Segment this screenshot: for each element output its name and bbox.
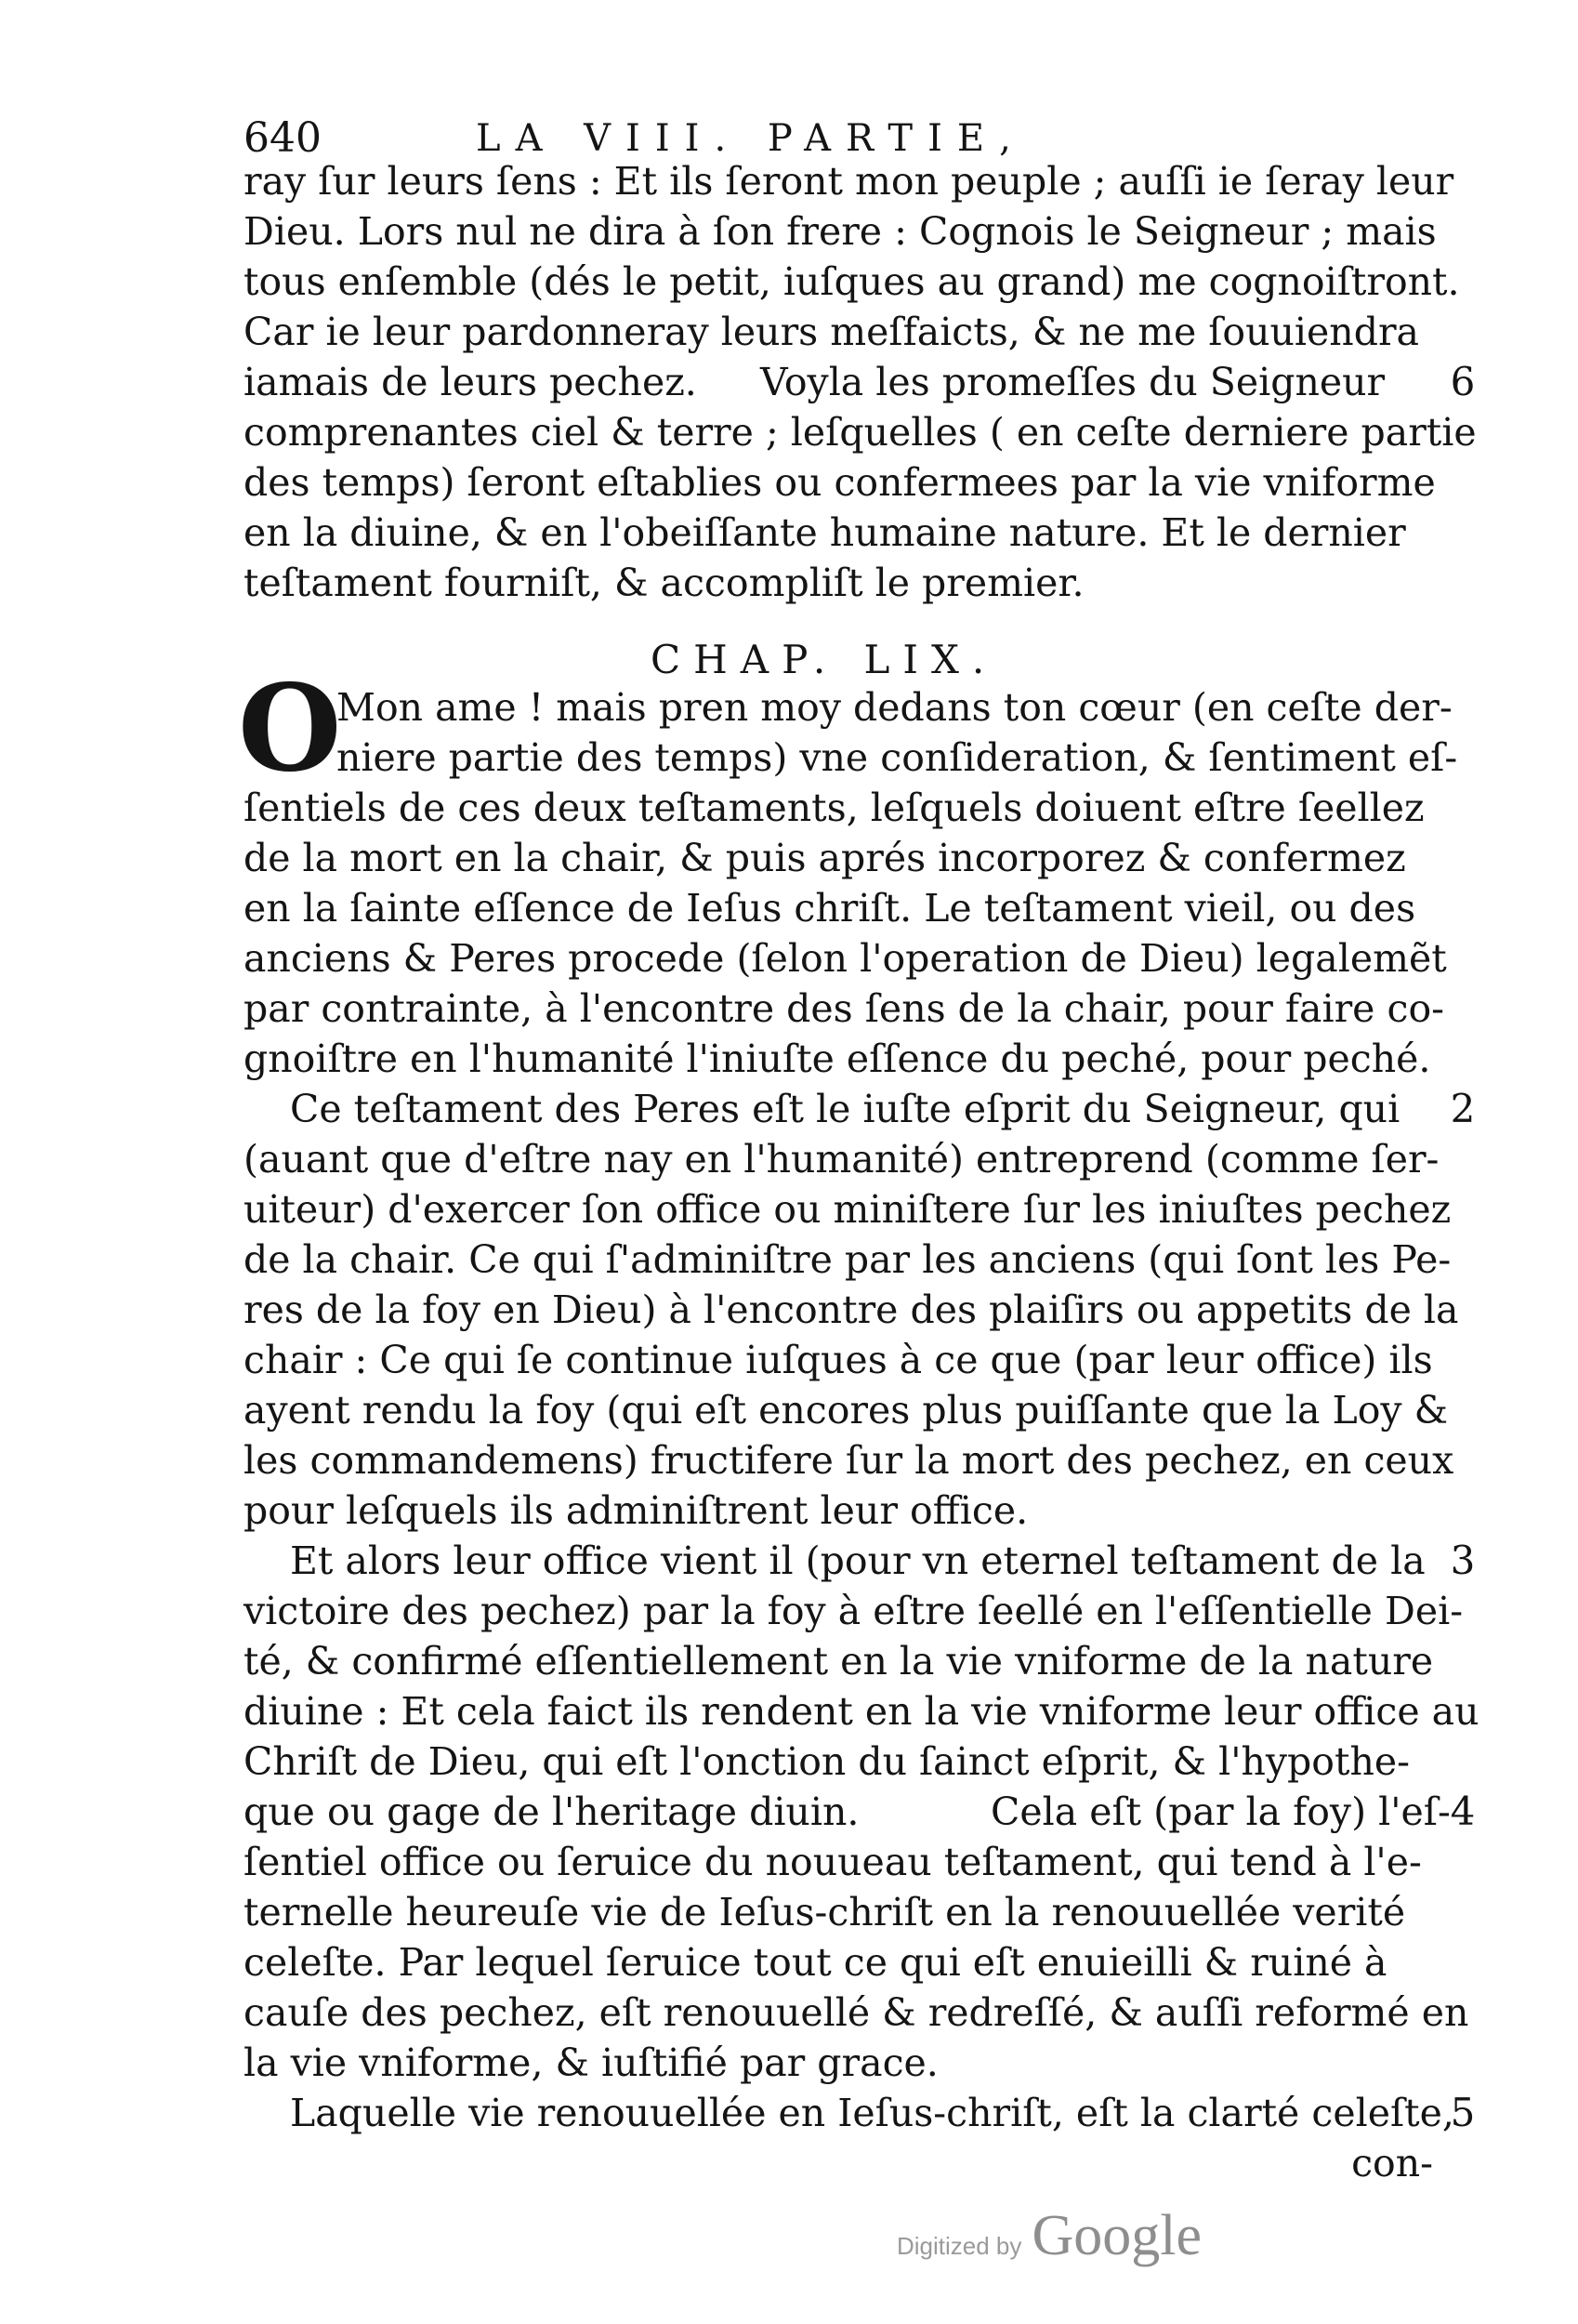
page-number: 640: [243, 114, 322, 162]
text-line: des temps) ſeront eſtablies ou confermees par la vie vniforme: [243, 460, 1436, 505]
text-line: tous enſemble (dés le petit, iuſques au grand) me cognoiſtront.: [243, 259, 1460, 304]
text-line: ayent rendu la foy (qui eſt encores plus puiſſante que la Loy &: [243, 1388, 1449, 1433]
text-line: Mon ame ! mais pren moy dedans ton cœur (en ceſte der-: [336, 685, 1453, 730]
text-line: uiteur) d'exercer ſon office ou miniſtere ſur les iniuſtes pechez: [243, 1187, 1452, 1232]
text-line: res de la foy en Dieu) à l'encontre des plaiſirs ou appetits de la: [243, 1287, 1459, 1332]
text-line: teſtament fourniſt, & accompliſt le premier.: [243, 561, 1085, 605]
text-line: de la mort en la chair, & puis aprés incorporez & confermez: [243, 836, 1406, 880]
text-line: anciens & Peres procede (ſelon l'operation de Dieu) legalemẽt: [243, 936, 1447, 981]
text-line: niere partie des temps) vne conſideration, & ſentiment eſ-: [336, 735, 1458, 780]
text-line: par contrainte, à l'encontre des ſens de la chair, pour faire co-: [243, 986, 1444, 1031]
text-line: cauſe des pechez, eſt renouuellé & redreſſé, & auſſi reformé en: [243, 1990, 1469, 2035]
text-line: Laquelle vie renouuellée en Ieſus-chriſt, eſt la clarté celeſte,: [290, 2091, 1454, 2135]
text-line: Cela eſt (par la foy) l'eſ-: [991, 1789, 1451, 1834]
text-line: ſentiel office ou ſeruice du nouueau teſtament, qui tend à l'e-: [243, 1840, 1422, 1884]
text-line: (auant que d'eſtre nay en l'humanité) entreprend (comme ſer-: [243, 1137, 1440, 1182]
text-line: Ce teſtament des Peres eſt le iuſte eſprit du Seigneur, qui: [290, 1087, 1400, 1131]
margin-number: 5: [1450, 2090, 1476, 2135]
margin-number: 2: [1450, 1086, 1476, 1131]
google-logo: Google: [1032, 2204, 1203, 2267]
text-line: diuine : Et cela faict ils rendent en la vie vniforme leur office au: [243, 1689, 1479, 1734]
margin-number: 3: [1450, 1538, 1476, 1583]
text-line: ray ſur leurs ſens : Et ils ſeront mon peuple ; auſſi ie ſeray leur: [243, 159, 1454, 204]
text-line: celeſte. Par lequel ſeruice tout ce qui eſt enuieilli & ruiné à: [243, 1940, 1387, 1985]
catchword: con-: [1351, 2141, 1433, 2185]
margin-number: 4: [1450, 1789, 1476, 1834]
text-line: chair : Ce qui ſe continue iuſques à ce que (par leur office) ils: [243, 1338, 1433, 1382]
text-line: comprenantes ciel & terre ; leſquelles ( en ceſte derniere partie: [243, 410, 1477, 455]
text-line: té, & confirmé eſſentiellement en la vie vniforme de la nature: [243, 1639, 1434, 1684]
digitized-footer: [897, 2203, 1202, 2265]
text-line: victoire des pechez) par la foy à eſtre ſeellé en l'eſſentielle Dei-: [243, 1589, 1464, 1633]
text-line: pour leſquels ils adminiſtrent leur office.: [243, 1488, 1029, 1533]
text-line: ternelle heureuſe vie de Ieſus-chriſt en la renouuellée verité: [243, 1890, 1406, 1934]
text-line: Et alors leur office vient il (pour vn eternel teſtament de la: [290, 1538, 1426, 1583]
text-line: de la chair. Ce qui ſ'adminiſtre par les anciens (qui ſont les Pe-: [243, 1237, 1452, 1282]
text-line: iamais de leurs pechez.: [243, 360, 697, 404]
text-line: Chriſt de Dieu, qui eſt l'onction du ſainct eſprit, & l'hypothe-: [243, 1739, 1410, 1784]
text-line: les commandemens) fructifere ſur la mort des pechez, en ceux: [243, 1438, 1454, 1483]
text-line: en la ſainte eſſence de Ieſus chriſt. Le teſtament vieil, ou des: [243, 886, 1416, 931]
drop-cap: O: [238, 659, 342, 799]
text-line: la vie vniforme, & iuſtifié par grace.: [243, 2040, 939, 2085]
text-line: Dieu. Lors nul ne dira à ſon frere : Cognois le Seigneur ; mais: [243, 209, 1437, 254]
text-line: en la diuine, & en l'obeiſſante humaine nature. Et le dernier: [243, 510, 1406, 555]
text-line: gnoiſtre en l'humanité l'iniuſte eſſence du peché, pour peché.: [243, 1037, 1431, 1081]
chapter-title: CHAP. LIX.: [651, 637, 998, 682]
text-line: que ou gage de l'heritage diuin.: [243, 1789, 860, 1834]
text-line: Voyla les promeſſes du Seigneur: [760, 360, 1386, 404]
digitized-label: Digitized by: [897, 2232, 1022, 2260]
running-head: LA VIII. PARTIE,: [476, 117, 1026, 160]
margin-number: 6: [1450, 359, 1476, 404]
text-line: ſentiels de ces deux teſtaments, leſquels doiuent eſtre ſeellez: [243, 786, 1425, 830]
text-line: Car ie leur pardonneray leurs meſfaicts, & ne me ſouuiendra: [243, 310, 1419, 354]
